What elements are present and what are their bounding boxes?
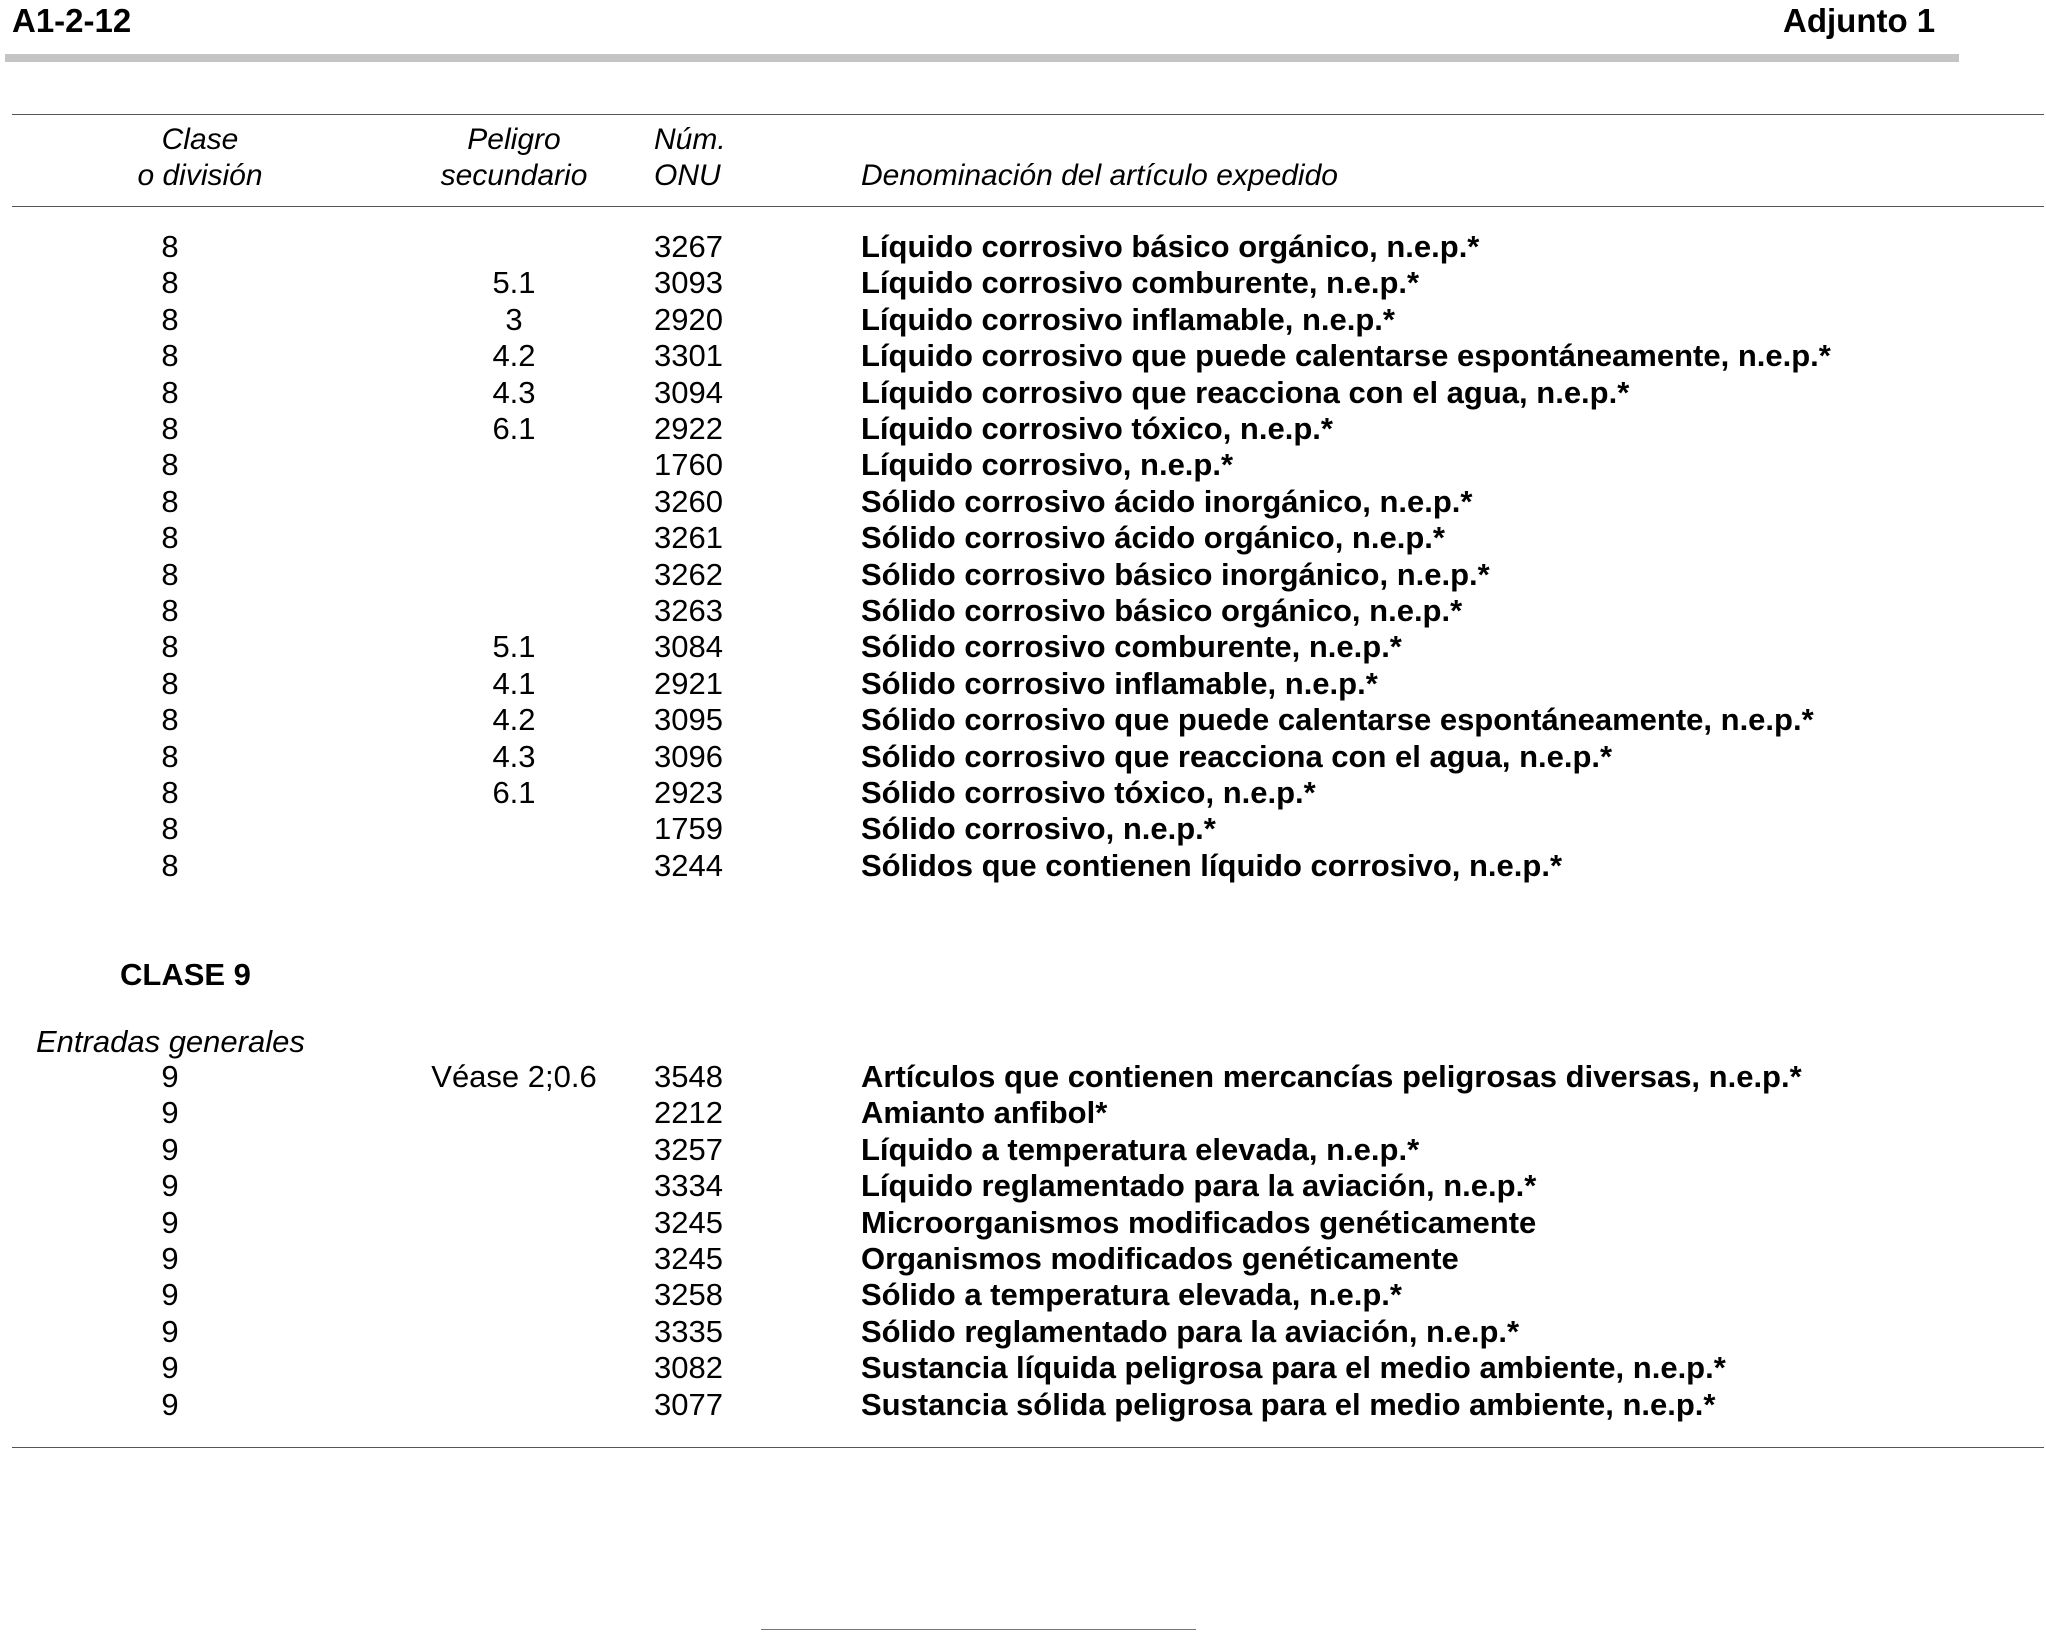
cell-class: 9: [161, 1386, 179, 1422]
cell-shipping-name: Sólido corrosivo básico inorgánico, n.e.p.*: [861, 556, 1490, 592]
cell-class: 8: [161, 629, 179, 665]
table-row: [0, 1059, 2046, 1095]
cell-secondary-hazard: Véase 2;0.6: [431, 1059, 597, 1094]
cell-shipping-name: Líquido corrosivo que reacciona con el agua, n.e.p.*: [861, 374, 1630, 410]
cell-shipping-name: Sólido corrosivo tóxico, n.e.p.*: [861, 775, 1316, 810]
cell-class: 9: [161, 1168, 179, 1204]
cell-class: 8: [161, 702, 179, 738]
cell-class: 8: [161, 847, 179, 883]
cell-class: 9: [161, 1095, 179, 1131]
cell-shipping-name: Líquido corrosivo que puede calentarse espontáneamente, n.e.p.*: [861, 338, 1831, 374]
cell-un-number: 3245: [654, 1204, 723, 1240]
cell-un-number: 2922: [654, 411, 723, 446]
attachment-title: Adjunto 1: [1783, 2, 1936, 39]
table-row: [0, 1095, 2046, 1131]
cell-un-number: 3263: [654, 593, 723, 628]
cell-secondary-hazard: 5.1: [492, 629, 536, 665]
cell-shipping-name: Artículos que contienen mercancías peligrosas diversas, n.e.p.*: [861, 1059, 1802, 1094]
cell-secondary-hazard: 4.3: [492, 374, 536, 410]
table-row: [0, 848, 2046, 884]
cell-secondary-hazard: 4.3: [492, 738, 536, 774]
cell-shipping-name: Líquido corrosivo inflamable, n.e.p.*: [861, 301, 1395, 337]
cell-shipping-name: Sólido reglamentado para la aviación, n.e.p.*: [861, 1313, 1520, 1349]
table-row: [0, 447, 2046, 483]
cell-class: 9: [161, 1313, 179, 1349]
document-code: A1-2-12: [12, 2, 132, 39]
cell-un-number: 2212: [654, 1095, 723, 1131]
cell-un-number: 3095: [654, 702, 723, 738]
cell-un-number: 3093: [654, 265, 723, 301]
cell-un-number: 3077: [654, 1386, 723, 1422]
cell-shipping-name: Sólido corrosivo que reacciona con el agua, n.e.p.*: [861, 738, 1613, 774]
cell-shipping-name: Sólido corrosivo ácido orgánico, n.e.p.*: [861, 520, 1445, 556]
column-header-secondary: [414, 122, 614, 194]
table-row: [0, 411, 2046, 447]
column-header-secondary-line2: secundario: [440, 159, 588, 192]
cell-un-number: 1760: [654, 447, 723, 483]
cell-un-number: 3084: [654, 629, 723, 665]
cell-class: 8: [161, 411, 179, 446]
cell-class: 8: [161, 665, 179, 701]
cell-shipping-name: Sólido a temperatura elevada, n.e.p.*: [861, 1277, 1402, 1313]
cell-class: 8: [161, 229, 179, 264]
cell-un-number: 3261: [654, 520, 723, 556]
cell-un-number: 3245: [654, 1241, 723, 1276]
cell-shipping-name: Líquido corrosivo, n.e.p.*: [861, 447, 1234, 483]
cell-class: 8: [161, 374, 179, 410]
cell-shipping-name: Sólido corrosivo que puede calentarse espontáneamente, n.e.p.*: [861, 702, 1814, 738]
cell-class: 8: [161, 811, 179, 847]
cell-un-number: 2923: [654, 775, 723, 810]
cell-shipping-name: Sólido corrosivo comburente, n.e.p.*: [861, 629, 1402, 665]
table-row: [0, 1168, 2046, 1204]
cell-class: 8: [161, 556, 179, 592]
cell-un-number: 3262: [654, 556, 723, 592]
column-header-un: [654, 122, 726, 194]
cell-un-number: 3082: [654, 1350, 723, 1386]
column-header-secondary-line1: Peligro: [467, 123, 561, 156]
cell-un-number: 3335: [654, 1313, 723, 1349]
column-header-class-line1: Clase: [161, 123, 239, 156]
cell-shipping-name: Sólido corrosivo inflamable, n.e.p.*: [861, 665, 1378, 701]
cell-shipping-name: Sólido corrosivo básico orgánico, n.e.p.*: [861, 593, 1463, 628]
cell-class: 8: [161, 775, 179, 810]
cell-class: 8: [161, 483, 179, 519]
column-header-class: [100, 122, 300, 194]
cell-un-number: 3334: [654, 1168, 723, 1204]
table-row: [0, 593, 2046, 629]
cell-un-number: 1759: [654, 811, 723, 847]
cell-class: 8: [161, 738, 179, 774]
table-row: [0, 666, 2046, 702]
table-row: [0, 702, 2046, 738]
table-row: [0, 1277, 2046, 1313]
cell-secondary-hazard: 3: [505, 301, 523, 337]
section-subtitle: Entradas generales: [36, 1024, 305, 1059]
cell-un-number: 2920: [654, 301, 723, 337]
cell-shipping-name: Sólidos que contienen líquido corrosivo, n.e.p.*: [861, 847, 1563, 883]
cell-un-number: 3244: [654, 847, 723, 883]
cell-shipping-name: Sólido corrosivo, n.e.p.*: [861, 811, 1216, 847]
table-row: [0, 265, 2046, 301]
cell-class: 8: [161, 301, 179, 337]
cell-secondary-hazard: 6.1: [492, 775, 536, 810]
cell-un-number: 2921: [654, 665, 723, 701]
section-title: CLASE 9: [120, 957, 251, 992]
cell-un-number: 3267: [654, 229, 723, 264]
cell-class: 9: [161, 1131, 179, 1167]
table-row: [0, 484, 2046, 520]
table-row: [0, 775, 2046, 811]
cell-class: 9: [161, 1241, 179, 1276]
table-row: [0, 338, 2046, 374]
footer-rule: [761, 1629, 1196, 1630]
cell-class: 8: [161, 338, 179, 374]
cell-shipping-name: Líquido corrosivo tóxico, n.e.p.*: [861, 411, 1333, 446]
cell-shipping-name: Líquido corrosivo comburente, n.e.p.*: [861, 265, 1420, 301]
table-row: [0, 1314, 2046, 1350]
table-row: [0, 1205, 2046, 1241]
cell-secondary-hazard: 4.2: [492, 702, 536, 738]
cell-shipping-name: Líquido corrosivo básico orgánico, n.e.p.*: [861, 229, 1480, 264]
cell-shipping-name: Amianto anfibol*: [861, 1095, 1108, 1131]
cell-shipping-name: Sólido corrosivo ácido inorgánico, n.e.p.*: [861, 483, 1473, 519]
column-header-un-line2: ONU: [654, 159, 721, 192]
cell-un-number: 3094: [654, 374, 723, 410]
table-row: [0, 1350, 2046, 1386]
cell-class: 8: [161, 520, 179, 556]
table-row: [0, 629, 2046, 665]
table-row: [0, 520, 2046, 556]
column-header-un-line1: Núm.: [654, 123, 726, 156]
cell-class: 8: [161, 447, 179, 483]
cell-class: 9: [161, 1277, 179, 1313]
cell-un-number: 3257: [654, 1131, 723, 1167]
table-row: [0, 1387, 2046, 1423]
cell-un-number: 3548: [654, 1059, 723, 1094]
cell-shipping-name: Sustancia líquida peligrosa para el medio ambiente, n.e.p.*: [861, 1350, 1726, 1386]
cell-secondary-hazard: 4.1: [492, 665, 536, 701]
table-top-rule: [12, 114, 2044, 115]
cell-shipping-name: Sustancia sólida peligrosa para el medio ambiente, n.e.p.*: [861, 1386, 1716, 1422]
cell-shipping-name: Microorganismos modificados genéticamente: [861, 1204, 1537, 1240]
cell-un-number: 3258: [654, 1277, 723, 1313]
cell-class: 9: [161, 1059, 179, 1094]
table-row: [0, 739, 2046, 775]
table-row: [0, 375, 2046, 411]
cell-shipping-name: Organismos modificados genéticamente: [861, 1241, 1459, 1276]
table-row: [0, 1241, 2046, 1277]
table-header-rule: [12, 206, 2044, 207]
cell-un-number: 3260: [654, 483, 723, 519]
cell-class: 9: [161, 1204, 179, 1240]
table-row: [0, 557, 2046, 593]
column-header-class-line2: o división: [137, 159, 263, 192]
cell-shipping-name: Líquido reglamentado para la aviación, n.e.p.*: [861, 1168, 1537, 1204]
table-row: [0, 302, 2046, 338]
cell-shipping-name: Líquido a temperatura elevada, n.e.p.*: [861, 1131, 1420, 1167]
table-row: [0, 229, 2046, 265]
cell-secondary-hazard: 4.2: [492, 338, 536, 374]
table-row: [0, 1132, 2046, 1168]
header-divider: [5, 54, 1959, 62]
table-row: [0, 811, 2046, 847]
cell-un-number: 3301: [654, 338, 723, 374]
cell-class: 9: [161, 1350, 179, 1386]
cell-secondary-hazard: 5.1: [492, 265, 536, 301]
cell-secondary-hazard: 6.1: [492, 411, 536, 446]
cell-un-number: 3096: [654, 738, 723, 774]
cell-class: 8: [161, 593, 179, 628]
table-bottom-rule: [12, 1447, 2044, 1448]
column-header-description: Denominación del artículo expedido: [861, 159, 1338, 192]
cell-class: 8: [161, 265, 179, 301]
